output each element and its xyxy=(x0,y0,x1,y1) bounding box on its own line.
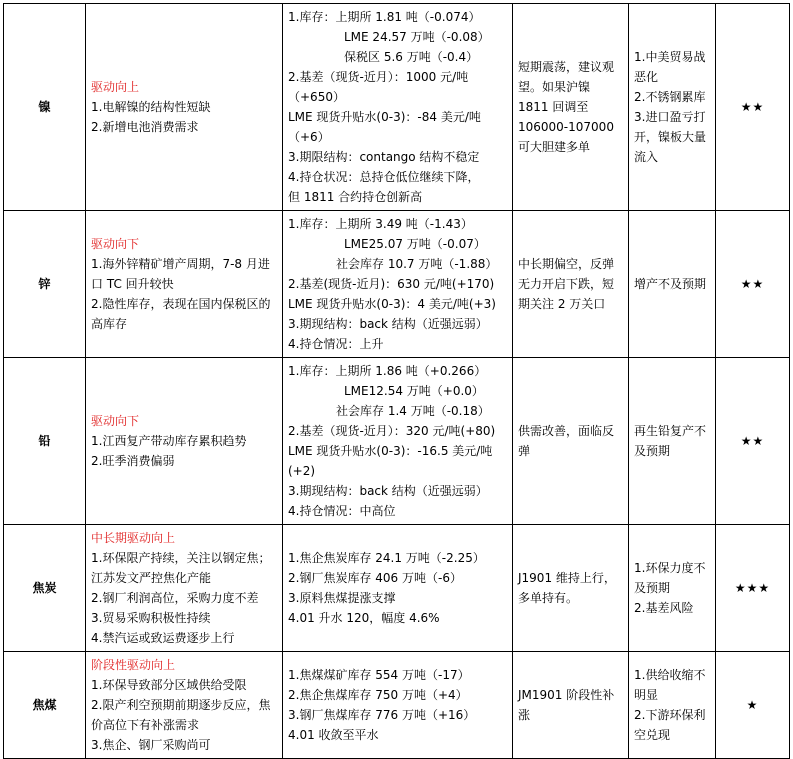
data-line: 3.期现结构：back 结构（近强远弱） xyxy=(288,484,488,498)
data-line: 2.钢厂焦炭库存 406 万吨（-6） xyxy=(288,571,462,585)
data-line: （+6） xyxy=(288,130,330,144)
driver-cell xyxy=(86,4,283,211)
data-line: 4.持仓情况：中高位 xyxy=(288,504,396,518)
driver-line: 3.贸易采购积极性持续 xyxy=(91,611,211,625)
driver-line: 3.焦企、钢厂采购尚可 xyxy=(91,738,211,752)
driver-line: 1.电解镍的结构性短缺 xyxy=(91,100,211,114)
data-line: LME25.07 万吨（-0.07） xyxy=(344,237,486,251)
risk-cell xyxy=(629,4,716,211)
data-cell xyxy=(283,358,513,525)
data-line: 3.原料焦煤提涨支撑 xyxy=(288,591,396,605)
risk-line: 1.中美贸易战恶化 xyxy=(634,50,706,84)
star-rating: ★ xyxy=(716,652,790,759)
data-line: 2.基差（现货-近月）：320 元/吨(+80) xyxy=(288,424,496,438)
data-line: 1.焦企焦炭库存 24.1 万吨（-2.25） xyxy=(288,551,485,565)
driver-line: 1.海外锌精矿增产周期，7-8 月进口 TC 回升较快 xyxy=(91,257,270,291)
view-cell: 供需改善，面临反弹 xyxy=(513,358,629,525)
driver-line: 2.旺季消费偏弱 xyxy=(91,454,175,468)
risk-cell xyxy=(629,652,716,759)
risk-cell xyxy=(629,525,716,652)
risk-line: 增产不及预期 xyxy=(634,277,707,291)
risk-line: 3.进口盈亏打开，镍板大量流入 xyxy=(634,110,707,164)
data-line: 1.焦煤煤矿库存 554 万吨（-17） xyxy=(288,668,470,682)
star-rating: ★★★ xyxy=(716,525,790,652)
data-line: 3.钢厂焦煤库存 776 万吨（+16） xyxy=(288,708,476,722)
commodity-name: 镍 xyxy=(4,4,86,211)
driver-heading: 阶段性驱动向上 xyxy=(91,658,176,672)
view-cell: 中长期偏空，反弹无力开启下跌，短期关注 2 万关口 xyxy=(513,211,629,358)
table-row xyxy=(4,358,790,525)
driver-line: 2.钢厂利润高位，采购力度不差 xyxy=(91,591,259,605)
driver-heading: 驱动向上 xyxy=(91,80,140,94)
driver-line: 2.限产利空预期前期逐步反应，焦价高位下有补涨需求 xyxy=(91,698,271,732)
data-cell xyxy=(283,525,513,652)
driver-line: 1.环保导致部分区域供给受限 xyxy=(91,678,247,692)
commodity-name: 焦炭 xyxy=(4,525,86,652)
driver-line: 1.江西复产带动库存累积趋势 xyxy=(91,434,247,448)
data-line: LME 现货升贴水(0-3)：4 美元/吨(+3) xyxy=(288,297,496,311)
data-line: （+650） xyxy=(288,90,345,104)
data-line: 4.01 升水 120，幅度 4.6% xyxy=(288,611,440,625)
driver-cell xyxy=(86,525,283,652)
data-line: 1.库存：上期所 1.86 吨（+0.266） xyxy=(288,364,487,378)
data-line: (+2) xyxy=(288,464,316,478)
star-rating: ★★ xyxy=(716,358,790,525)
driver-line: 2.隐性库存，表现在国内保税区的高库存 xyxy=(91,297,271,331)
data-line: 保税区 5.6 万吨（-0.4） xyxy=(344,50,479,64)
driver-cell xyxy=(86,652,283,759)
data-line: 但 1811 合约持仓创新高 xyxy=(288,190,423,204)
table-row xyxy=(4,525,790,652)
data-line: LME 现货升贴水(0-3)：-84 美元/吨 xyxy=(288,110,481,124)
data-line: LME 现货升贴水(0-3)：-16.5 美元/吨 xyxy=(288,444,493,458)
commodity-name: 焦煤 xyxy=(4,652,86,759)
commodity-analysis-table xyxy=(3,3,790,759)
data-line: 2.基差（现货-近月）：1000 元/吨 xyxy=(288,70,469,84)
data-line: 社会库存 10.7 万吨（-1.88） xyxy=(336,257,498,271)
table-row xyxy=(4,211,790,358)
data-line: 3.期现结构：back 结构（近强远弱） xyxy=(288,317,488,331)
driver-line: 1.环保限产持续，关注以钢定焦；江苏发文严控焦化产能 xyxy=(91,551,271,585)
commodity-name: 锌 xyxy=(4,211,86,358)
data-line: 4.持仓情况：上升 xyxy=(288,337,384,351)
data-cell xyxy=(283,652,513,759)
driver-line: 4.禁汽运或致运费逐步上行 xyxy=(91,631,235,645)
star-rating: ★★ xyxy=(716,211,790,358)
driver-cell xyxy=(86,211,283,358)
risk-line: 1.环保力度不及预期 xyxy=(634,561,706,595)
data-line: 2.焦企焦煤库存 750 万吨（+4） xyxy=(288,688,468,702)
data-line: 3.期限结构：contango 结构不稳定 xyxy=(288,150,480,164)
data-line: 社会库存 1.4 万吨（-0.18） xyxy=(336,404,490,418)
driver-cell xyxy=(86,358,283,525)
data-line: 2.基差(现货-近月)：630 元/吨(+170) xyxy=(288,277,495,291)
risk-line: 2.不锈钢累库 xyxy=(634,90,706,104)
data-line: 1.库存：上期所 3.49 吨（-1.43） xyxy=(288,217,473,231)
risk-line: 2.基差风险 xyxy=(634,601,694,615)
view-cell: JM1901 阶段性补涨 xyxy=(513,652,629,759)
risk-cell xyxy=(629,358,716,525)
data-cell xyxy=(283,4,513,211)
data-cell xyxy=(283,211,513,358)
driver-heading: 驱动向下 xyxy=(91,414,140,428)
table-row xyxy=(4,4,790,211)
data-line: 4.01 收敛至平水 xyxy=(288,728,379,742)
driver-heading: 中长期驱动向上 xyxy=(91,531,176,545)
table-row xyxy=(4,652,790,759)
view-cell: J1901 维持上行，多单持有。 xyxy=(513,525,629,652)
data-line: 4.持仓状况：总持仓低位继续下降， xyxy=(288,170,480,184)
view-cell: 短期震荡，建议观望。如果沪镍 1811 回调至 106000-107000 可大胆建多单 xyxy=(513,4,629,211)
data-line: 1.库存：上期所 1.81 吨（-0.074） xyxy=(288,10,481,24)
driver-line: 2.新增电池消费需求 xyxy=(91,120,199,134)
data-line: LME12.54 万吨（+0.0） xyxy=(344,384,484,398)
risk-line: 2.下游环保利空兑现 xyxy=(634,708,706,742)
star-rating: ★★ xyxy=(716,4,790,211)
commodity-name: 铅 xyxy=(4,358,86,525)
risk-line: 再生铅复产不及预期 xyxy=(634,424,707,458)
risk-cell xyxy=(629,211,716,358)
data-line: LME 24.57 万吨（-0.08） xyxy=(344,30,490,44)
driver-heading: 驱动向下 xyxy=(91,237,140,251)
risk-line: 1.供给收缩不明显 xyxy=(634,668,706,702)
